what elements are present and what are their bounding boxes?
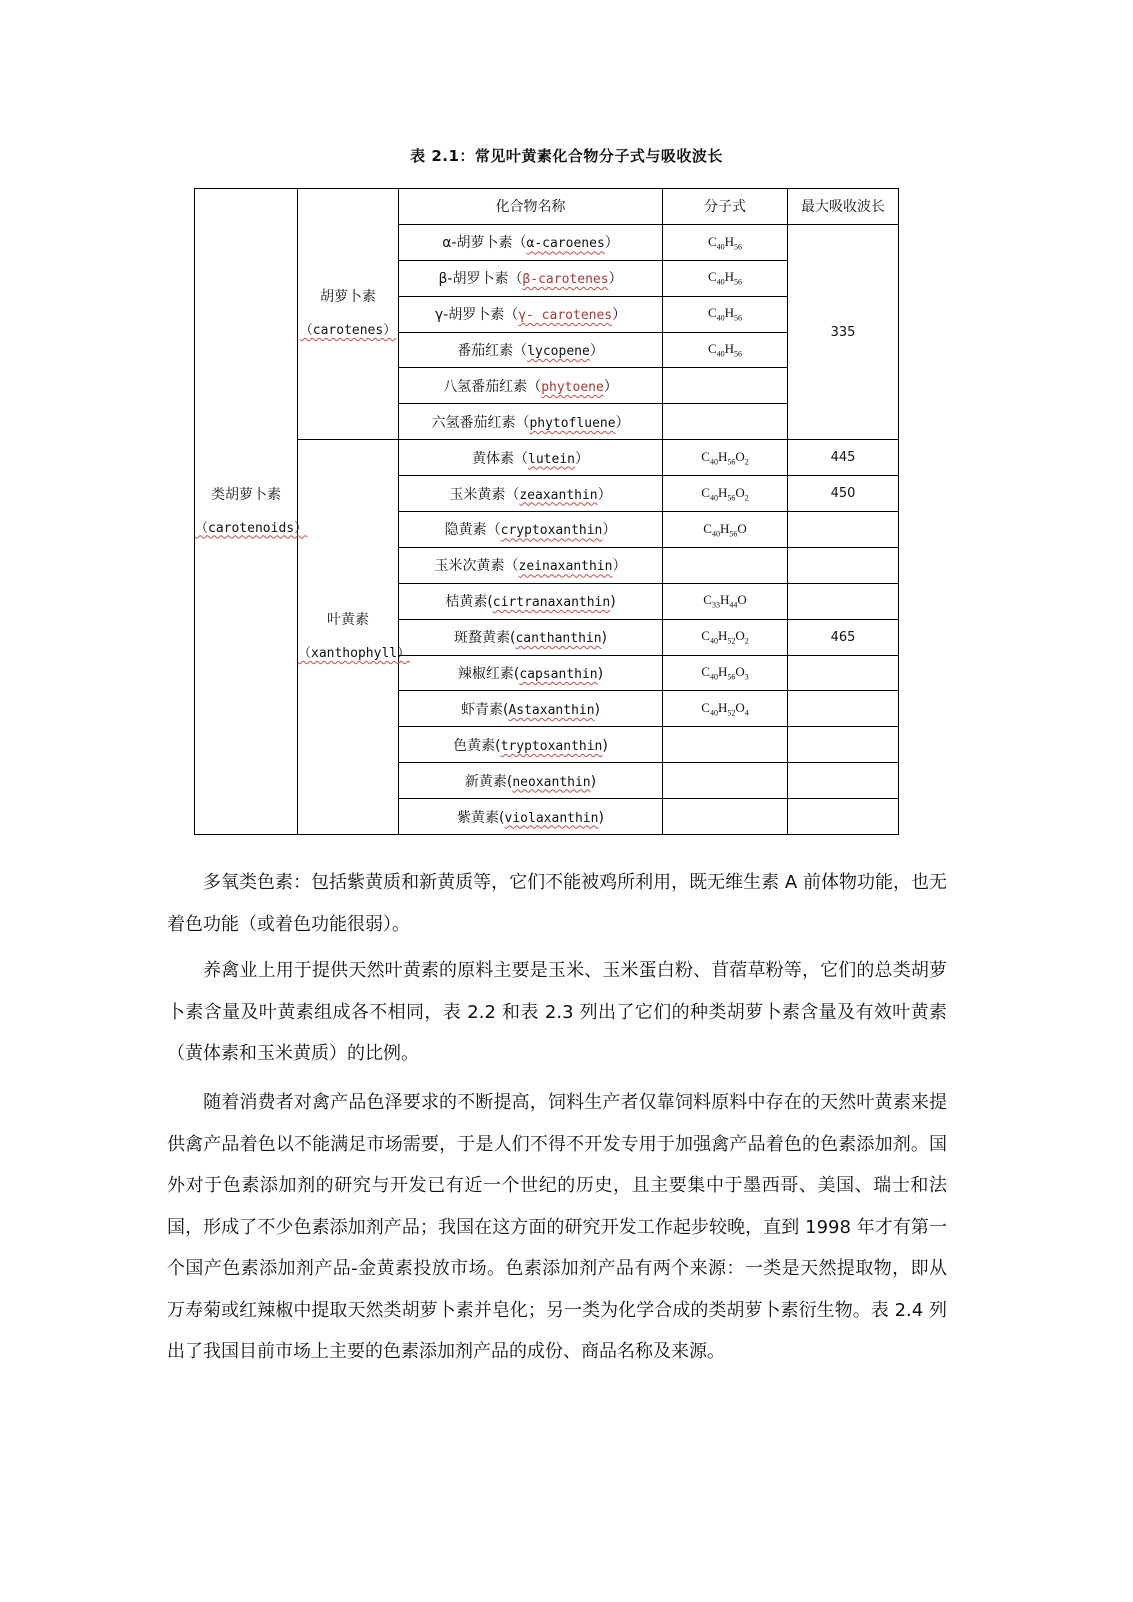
compound-name-cell	[399, 727, 663, 763]
formula-element: H	[717, 628, 728, 644]
compound-close: ）	[604, 235, 619, 252]
compound-close: ）	[612, 558, 627, 575]
formula-element: C	[701, 628, 710, 644]
wavelength-cell	[788, 547, 899, 583]
formula-cell	[663, 296, 788, 332]
compound-name-cell	[399, 547, 663, 583]
wavelength-cell	[788, 799, 899, 835]
formula-subscript: 56	[734, 313, 743, 323]
formula-element: C	[701, 664, 710, 680]
formula-subscript: 40	[709, 672, 718, 682]
formula-subscript: 56	[727, 493, 736, 503]
formula-cell	[663, 799, 788, 835]
formula-element: C	[707, 341, 717, 357]
formula-element: H	[719, 520, 730, 536]
formula-subscript: 40	[709, 708, 718, 718]
compound-close: ）	[602, 522, 617, 539]
formula-subscript: 40	[716, 313, 725, 323]
formula-subscript: 4	[744, 708, 749, 718]
compound-en: neoxanthin	[512, 774, 591, 790]
compound-name-cell	[399, 332, 663, 368]
formula-subscript: 44	[729, 601, 738, 611]
formula-element: O	[737, 592, 747, 608]
formula-element: O	[737, 520, 747, 536]
formula-subscript: 56	[734, 242, 743, 252]
compound-cn: 玉米黄素（	[449, 486, 520, 503]
compound-en: lycopene	[527, 344, 590, 359]
compound-cn: 辣椒红素(	[457, 666, 520, 683]
formula-subscript: 56	[727, 457, 736, 467]
formula-subscript: 56	[729, 529, 738, 539]
compound-en: violaxanthin	[504, 810, 599, 826]
formula-element: C	[707, 233, 717, 249]
header-name: 化合物名称	[399, 189, 663, 225]
top-group-cell	[195, 189, 308, 835]
formula-subscript: 2	[744, 636, 749, 646]
compound-close: ）	[574, 450, 589, 467]
formula-element: H	[724, 341, 735, 357]
formula-element: C	[701, 700, 710, 716]
compound-cn: 黄体素（	[472, 450, 529, 467]
compound-cn: α-胡萝卜素（	[442, 235, 527, 252]
top-group-en: （carotenoids）	[195, 520, 308, 536]
compound-close: )	[590, 773, 597, 790]
formula-cell	[663, 583, 788, 619]
paragraph-2	[167, 950, 947, 1075]
formula-cell	[663, 655, 788, 691]
group-cn: 胡萝卜素	[320, 289, 376, 306]
formula-cell	[663, 332, 788, 368]
compound-table	[194, 188, 899, 835]
compound-name-cell	[399, 440, 663, 476]
formula-subscript: 52	[727, 636, 736, 646]
compound-cn: γ-胡罗卜素（	[434, 307, 519, 324]
paragraph-3-text: 随着消费者对禽产品色泽要求的不断提高，饲料生产者仅靠饲料原料中存在的天然叶黄素来提供禽产品着色以不能满足市场需要，于是人们不得不开发专用于加强禽产品着色的色素添加剂。国外对于色素添加剂的研究与开发已有近一个世纪的历史，且主要集中于墨西哥、美国、瑞士和法国，形成了不少色素添加剂产品；我国在这方面的研究开发工作起步较晚，直到 1998 年才有第一个国产色素添加剂产品-金黄素投放市场。色素添加剂产品有两个来源：一类是天然提取物，即从万寿菊或红辣椒中提取天然类胡萝卜素并皂化；另一类为化学合成的类胡萝卜素衍生物。表 2.4 列出了我国目前市场上主要的色素添加剂产品的成份、商品名称及来源。	[167, 1092, 947, 1362]
compound-close: )	[598, 809, 604, 826]
formula-element: O	[735, 484, 745, 500]
formula-subscript: 2	[744, 457, 749, 467]
compound-en: cryptoxanthin	[500, 523, 603, 539]
formula-element: H	[717, 448, 728, 464]
formula-cell	[663, 619, 788, 655]
formula-subscript: 2	[744, 493, 749, 503]
formula-subscript: 56	[734, 349, 743, 359]
compound-en: Astaxanthin	[508, 702, 595, 718]
header-formula: 分子式	[663, 189, 788, 225]
table-row	[195, 440, 899, 476]
header-wavelength: 最大吸收波长	[788, 189, 899, 225]
formula-cell	[663, 260, 788, 296]
group-cell	[298, 440, 411, 835]
compound-en: phytoene	[541, 379, 604, 395]
compound-en: lutein	[528, 451, 575, 467]
formula-cell	[663, 440, 788, 476]
formula-subscript: 56	[734, 278, 743, 288]
top-group-cn: 类胡萝卜素	[211, 486, 281, 503]
paragraph-1	[167, 862, 947, 945]
compound-en: cirtranaxanthin	[492, 595, 611, 611]
compound-close: ）	[608, 271, 623, 288]
compound-cn: 八氢番茄红素（	[443, 378, 542, 395]
compound-cn: 斑蝥黄素(	[453, 630, 516, 647]
compound-en: canthanthin	[515, 631, 602, 647]
compound-en: zeaxanthin	[519, 487, 598, 503]
formula-cell	[663, 512, 788, 548]
formula-element: C	[703, 520, 712, 536]
wavelength-cell	[788, 655, 899, 691]
compound-name-cell	[399, 476, 663, 512]
compound-close: ）	[612, 307, 627, 324]
paragraph-1-text: 多氧类色素：包括紫黄质和新黄质等，它们不能被鸡所利用，既无维生素 A 前体物功能，也无着色功能（或着色功能很弱）。	[167, 872, 947, 935]
formula-element: H	[724, 269, 735, 285]
formula-element: C	[701, 484, 710, 500]
formula-element: O	[735, 664, 745, 680]
formula-subscript: 40	[716, 242, 725, 252]
formula-element: H	[717, 664, 728, 680]
formula-cell	[663, 727, 788, 763]
compound-name-cell	[399, 260, 663, 296]
compound-cn: 番茄红素（	[457, 343, 528, 359]
formula-element: C	[707, 305, 717, 321]
formula-element: H	[724, 233, 735, 249]
compound-name-cell	[399, 512, 663, 548]
formula-subscript: 3	[744, 672, 749, 682]
formula-subscript: 52	[727, 708, 736, 718]
formula-cell	[663, 691, 788, 727]
group-cn: 叶黄素	[327, 612, 369, 629]
wavelength-cell: 465	[788, 619, 899, 655]
compound-en: γ- carotenes	[518, 308, 613, 324]
compound-name-cell	[399, 799, 663, 835]
formula-subscript: 40	[709, 636, 718, 646]
table-header-row	[195, 189, 899, 225]
formula-element: H	[717, 484, 728, 500]
compound-en: capsanthin	[519, 667, 598, 683]
compound-en: phytofluene	[529, 415, 616, 431]
formula-element: O	[735, 700, 745, 716]
compound-cn: 虾青素(	[460, 701, 509, 718]
compound-en: α-caroenes	[526, 236, 605, 252]
formula-subscript: 40	[711, 529, 720, 539]
compound-close: )	[602, 737, 608, 754]
compound-en: tryptoxanthin	[500, 738, 603, 754]
formula-element: C	[703, 592, 712, 608]
formula-subscript: 40	[709, 457, 718, 467]
wavelength-cell: 450	[788, 476, 899, 512]
formula-subscript: 40	[716, 349, 725, 359]
compound-close: )	[610, 594, 616, 611]
compound-close: ）	[597, 486, 612, 503]
compound-cn: 六氢番茄红素（	[431, 414, 530, 431]
formula-cell	[663, 763, 788, 799]
compound-cn: β-胡罗卜素（	[438, 271, 523, 288]
compound-cn: 色黄素(	[453, 737, 501, 754]
formula-element: O	[735, 448, 745, 464]
formula-cell	[663, 476, 788, 512]
wavelength-cell: 445	[788, 440, 899, 476]
wavelength-cell	[788, 691, 899, 727]
formula-element: H	[717, 700, 728, 716]
paragraph-3	[167, 1082, 947, 1373]
formula-element: C	[701, 448, 710, 464]
formula-cell	[663, 224, 788, 260]
compound-close: ）	[603, 378, 618, 395]
formula-cell	[663, 547, 788, 583]
paragraph-2-text: 养禽业上用于提供天然叶黄素的原料主要是玉米、玉米蛋白粉、苜蓿草粉等，它们的总类胡萝卜素含量及叶黄素组成各不相同，表 2.2 和表 2.3 列出了它们的种类胡萝卜素含量及有效叶黄素（黄体素和玉米黄质）的比例。	[167, 960, 947, 1064]
compound-cn: 紫黄素(	[457, 809, 505, 826]
table-caption: 表 2.1：常见叶黄素化合物分子式与吸收波长	[410, 147, 723, 165]
group-en: （carotenes）	[299, 323, 397, 339]
group-cell	[298, 189, 399, 440]
wavelength-cell: 335	[788, 224, 899, 439]
compound-cn: 隐黄素（	[444, 522, 501, 539]
formula-cell	[663, 368, 788, 404]
compound-cn: 桔黄素(	[445, 594, 493, 611]
formula-subscript: 40	[709, 493, 718, 503]
compound-name-cell	[399, 619, 663, 655]
compound-name-cell	[399, 763, 663, 799]
compound-en: β-carotenes	[522, 272, 609, 288]
compound-name-cell	[399, 224, 663, 260]
wavelength-cell	[788, 763, 899, 799]
formula-element: C	[707, 269, 717, 285]
formula-element: H	[719, 592, 730, 608]
compound-name-cell	[399, 404, 663, 440]
formula-subscript: 56	[727, 672, 736, 682]
compound-close: )	[597, 666, 604, 683]
compound-close: ）	[615, 414, 630, 431]
formula-subscript: 40	[716, 278, 725, 288]
formula-element: O	[735, 628, 745, 644]
compound-cn: 玉米次黄素（	[434, 558, 519, 575]
formula-cell	[663, 404, 788, 440]
compound-close: )	[601, 630, 608, 647]
wavelength-cell	[788, 727, 899, 763]
formula-element: H	[724, 305, 735, 321]
compound-name-cell	[399, 691, 663, 727]
compound-name-cell	[399, 655, 663, 691]
compound-name-cell	[399, 296, 663, 332]
compound-en: zeinaxanthin	[518, 559, 613, 575]
compound-name-cell	[399, 368, 663, 404]
compound-close: )	[594, 701, 601, 718]
compound-cn: 新黄素(	[464, 773, 513, 790]
wavelength-cell	[788, 583, 899, 619]
compound-close: ）	[589, 343, 604, 359]
wavelength-cell	[788, 512, 899, 548]
group-en: （xanthophyll）	[298, 646, 411, 662]
compound-name-cell	[399, 583, 663, 619]
formula-subscript: 33	[711, 601, 720, 611]
